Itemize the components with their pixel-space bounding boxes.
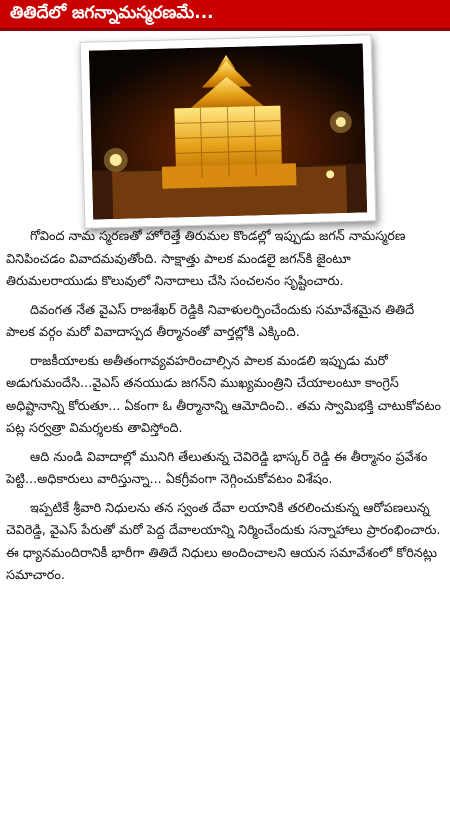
paragraph-1: గోవింద నామ స్మరణతో హోరెత్తే తిరుమల కొండల్లో ఇప్పుడు జగన్ నామస్మరణ వినిపించడం వివాదమవుతోంది. సాక్షాత్తు పాలక మండలై జగన్‌కి జైంటూ తిరుమలరాయుడు కొలువులో నినాదాలు చేసి సంచలనం సృష్టించారు.	[6, 229, 406, 289]
paragraph-3: రాజకీయాలకు అతీతంగావ్యవహరించాల్సిన పాలక మండలి ఇప్పుడు మరో అడుగుమందేసి...వైఎస్ తనయుడు జగన్‌ని ముఖ్యమంత్రిని చేయాలంటూ కాంగ్రెస్ అధిష్టానాన్ని కోరుతూ... ఏకంగా ఓ తీర్మానాన్ని ఆమోదించి.. తమ స్వామిభక్తి చాటుకోవటం పట్ల సర్వత్రా విమర్శలకు తావిస్తోంది.	[6, 353, 441, 436]
article-body	[6, 226, 446, 594]
page-title: తితిదేలో జగన్నామస్మరణమే...	[10, 3, 214, 23]
paragraph-4: ఆది నుండి వివాదాల్లో మునిగి తేలుతున్న చెవిరెడ్డి భాస్కర్ రెడ్డి ఈ తీర్మానం ప్రవేశం పెట్టి...అధికారులు వారిస్తున్నా... ఏకగ్రీవంగా నెగ్గించుకోవటం విశేషం.	[6, 449, 428, 487]
paragraph-5: ఇప్పటికే శ్రీవారి నిధులను తన స్వంత దేవా లయానికి తరలించుకున్న ఆరోపణలున్న చెవిరెడ్డి, వైఎస్ పేరుతో మరో పెద్ద దేవాలయాన్ని నిర్మించేందుకు సన్నాహాలు ప్రారంభించారు. ఈ ధ్యానమందిరానికీ భారీగా తితిదే నిధులు అందించాలని ఆయన సమావేశంలో కోరినట్లు సమాచారం.	[6, 500, 441, 583]
temple-photo	[80, 34, 377, 229]
paragraph-2: దివంగత నేత వైఎస్ రాజశేఖర్ రెడ్డికి నివాళులర్పించేందుకు సమావేశమైన తితిదే పాలక వర్గం మరో వివాదాస్పద తీర్మానంతో వార్తల్లోకి ఎక్కింది.	[6, 302, 415, 340]
title-bar	[0, 0, 450, 31]
temple-gopuram-image	[89, 43, 367, 219]
